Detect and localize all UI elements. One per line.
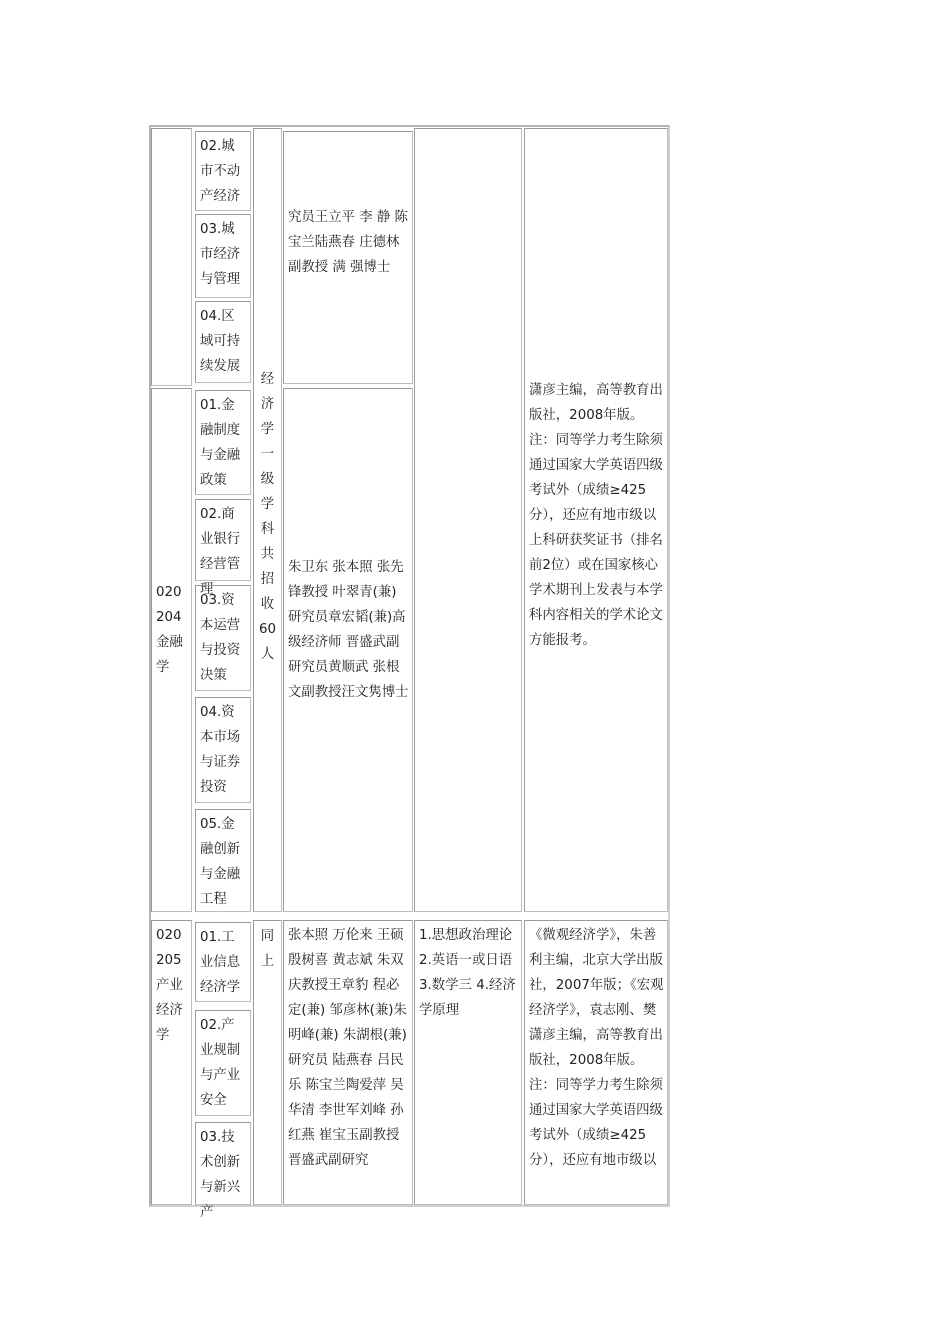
- enrollment-cell-row3: 同 上: [253, 920, 282, 1205]
- direction-cell: 02.商业银行经营管理: [195, 499, 251, 581]
- code-cell-row1: [151, 128, 192, 386]
- enrollment-char: 人: [260, 647, 275, 662]
- direction-cell: 03.资本运营与投资决策: [195, 585, 251, 691]
- direction-cell: 05.金融创新与金融工程: [195, 809, 251, 912]
- direction-cell: 03.技术创新与新兴产: [195, 1122, 251, 1205]
- enrollment-char: 招: [260, 572, 275, 587]
- direction-cell: 02.产业规制与产业安全: [195, 1010, 251, 1116]
- enrollment-char: 一: [260, 447, 275, 462]
- exams-cell-top: [414, 128, 522, 912]
- code-cell-row2: 020204 金融学: [151, 388, 192, 912]
- books-cell-row3: 《微观经济学》，朱善利主编，北京大学出版社，2007年版；《宏观经济学》，袁志刚、樊潇彦主编，高等教育出版社，2008年版。注：同等学力考生除须通过国家大学英语四级考试外（成绩≥425分），还应有地市级以: [524, 920, 668, 1205]
- direction-cell: 03.城市经济与管理: [195, 214, 251, 298]
- enrollment-char: 济: [260, 397, 275, 412]
- enrollment-char: 60: [258, 622, 277, 637]
- enrollment-char: 收: [260, 597, 275, 612]
- direction-cell: 04.区域可持续发展: [195, 301, 251, 383]
- enrollment-char: 学: [260, 497, 275, 512]
- direction-cell: 01.工业信息经济学: [195, 922, 251, 1002]
- direction-cell: 01.金融制度与金融政策: [195, 390, 251, 495]
- exams-cell-row3: 1.思想政治理论2.英语一或日语3.数学三 4.经济学原理: [414, 920, 522, 1205]
- enrollment-char: 级: [260, 472, 275, 487]
- direction-cell: 02.城市不动产经济: [195, 131, 251, 211]
- enrollment-char: 共: [260, 547, 275, 562]
- supervisors-cell-row1: 究员王立平 李 静 陈宝兰陆燕春 庄德林副教授 满 强博士: [283, 131, 413, 384]
- code-cell-row3: 020205 产业经济学: [151, 920, 192, 1205]
- enrollment-char: 经: [260, 372, 275, 387]
- enrollment-char: 科: [260, 522, 275, 537]
- supervisors-cell-row2: 朱卫东 张本照 张先锋教授 叶翠青(兼)研究员章宏韬(兼)高级经济师 晋盛武副研究员黄顺武 张根文副教授汪文隽博士: [283, 388, 413, 912]
- enrollment-cell: [253, 128, 282, 912]
- direction-cell: 04.资本市场与证券投资: [195, 697, 251, 803]
- supervisors-cell-row3: 张本照 万伦来 王硕殷树喜 黄志斌 朱双庆教授王章豹 程必定(兼) 邹彦林(兼)朱明峰(兼) 朱湖根(兼)研究员 陆燕春 吕民乐 陈宝兰陶爱萍 吴华清 李世军刘峰 孙红燕 崔宝玉副教授晋盛武副研究: [283, 920, 413, 1205]
- books-cell-top: 潇彦主编，高等教育出版社，2008年版。注：同等学力考生除须通过国家大学英语四级考试外（成绩≥425分），还应有地市级以上科研获奖证书（排名前2位）或在国家核心学术期刊上发表与本学科内容相关的学术论文方能报考。: [524, 128, 668, 912]
- enrollment-char: 学: [260, 422, 275, 437]
